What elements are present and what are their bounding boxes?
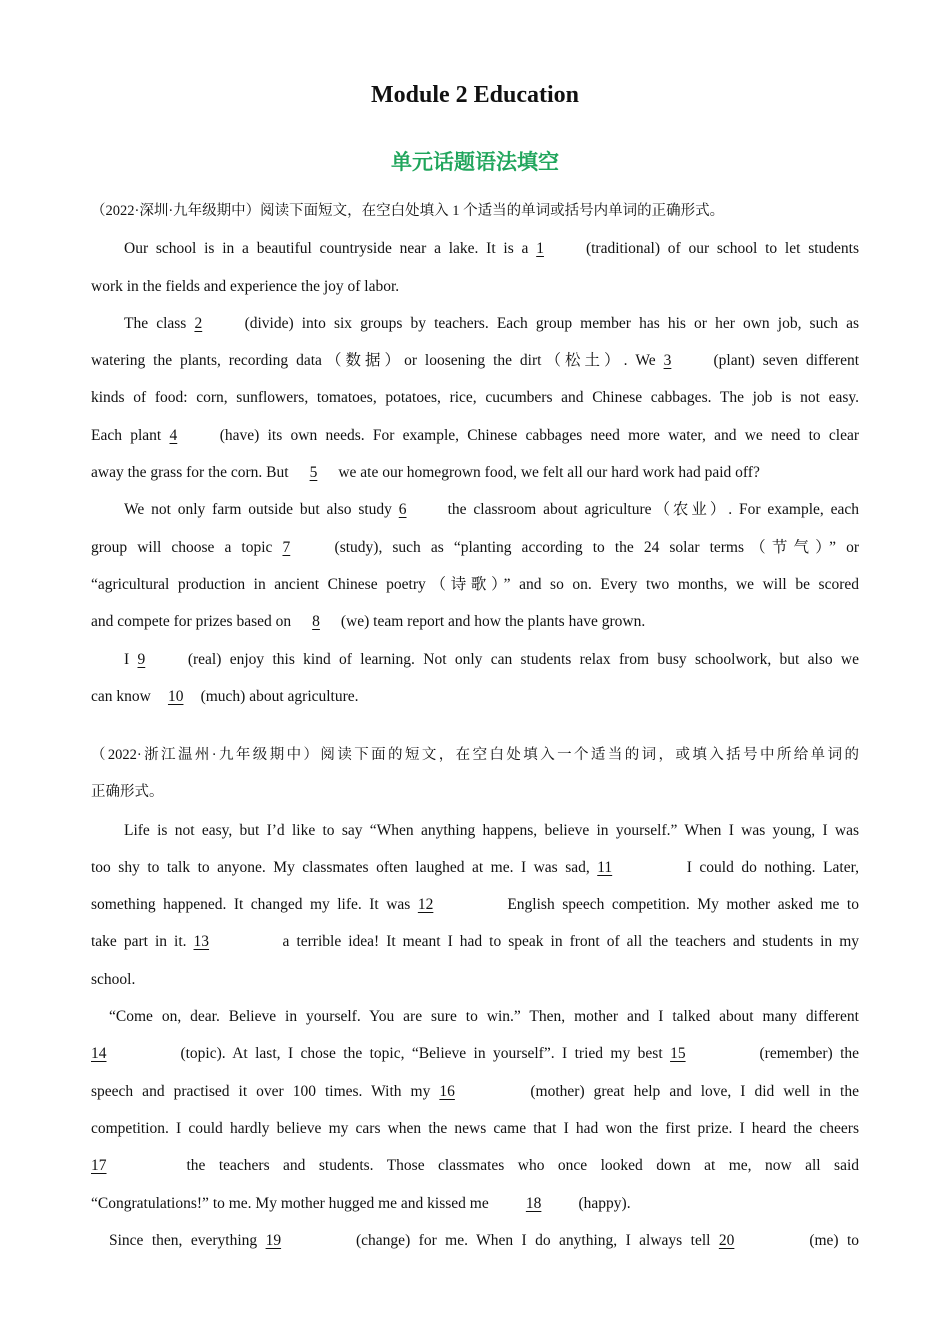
blank-16[interactable]: 16 bbox=[439, 1082, 455, 1100]
text-line: too shy to talk to anyone. My classmates often laughed at me. I was sad, 11 I could do nothing. Later, bbox=[91, 849, 859, 886]
text-line: away the grass for the corn. But 5 we ate our homegrown food, we felt all our hard work had paid off? bbox=[91, 454, 859, 491]
blank-14[interactable]: 14 bbox=[91, 1045, 107, 1063]
blank-18[interactable]: 18 bbox=[525, 1194, 542, 1212]
text-line: “Come on, dear. Believe in yourself. You are sure to win.” Then, mother and I talked about many different bbox=[109, 1008, 859, 1026]
text-line: group will choose a topic 7 (study), such as “planting according to the 24 solar terms（节气）” or bbox=[91, 529, 859, 566]
blank-5[interactable]: 5 bbox=[309, 464, 318, 482]
section-subtitle: 单元话题语法填空 bbox=[391, 150, 559, 174]
text-line: We not only farm outside but also study 6 the classroom about agriculture（农业）. For example, each bbox=[91, 491, 859, 528]
text-line: watering the plants, recording data（数据）or loosening the dirt（松土）. We 3 (plant) seven different bbox=[91, 342, 859, 379]
blank-20[interactable]: 20 bbox=[718, 1231, 735, 1249]
blank-8[interactable]: 8 bbox=[312, 613, 320, 631]
text-line: and compete for prizes based on 8 (we) team report and how the plants have grown. bbox=[91, 603, 859, 640]
blank-11[interactable]: 11 bbox=[597, 858, 613, 876]
blank-19[interactable]: 19 bbox=[265, 1231, 282, 1249]
passage-2-instructions: （2022·浙江温州·九年级期中）阅读下面的短文，在空白处填入一个适当的词，或填入括号中所给单词的 bbox=[91, 747, 859, 763]
text-line: Each plant 4 (have) its own needs. For example, Chinese cabbages need more water, and we need to clear bbox=[91, 417, 859, 454]
text-line: school. bbox=[91, 970, 136, 988]
text-line: Since then, everything 19 (change) for me. When I do anything, I always tell 20 (me) to bbox=[91, 1222, 859, 1259]
text-line: Our school is in a beautiful countryside near a lake. It is a 1 (traditional) of our school to let students bbox=[91, 230, 859, 267]
blank-6[interactable]: 6 bbox=[398, 501, 407, 519]
passage-2-instructions-cont: 正确形式。 bbox=[91, 784, 164, 801]
blank-3[interactable]: 3 bbox=[663, 352, 672, 370]
passage-2 bbox=[91, 737, 859, 1259]
text-line: 14 (topic). At last, I chose the topic, “Believe in yourself”. I tried my best 15 (remember) the bbox=[91, 1035, 859, 1072]
page-title: Module 2 Education bbox=[370, 82, 580, 108]
text-line: competition. I could hardly believe my cars when the news came that I had won the first prize. I heard the cheers bbox=[91, 1119, 859, 1137]
blank-7[interactable]: 7 bbox=[282, 538, 291, 556]
text-line: “agricultural production in ancient Chinese poetry（诗歌）” and so on. Every two months, we will be scored bbox=[91, 575, 859, 593]
text-line: 17 the teachers and students. Those classmates who once looked down at me, now all said bbox=[91, 1147, 859, 1184]
blank-15[interactable]: 15 bbox=[670, 1045, 686, 1063]
blank-12[interactable]: 12 bbox=[417, 896, 434, 914]
blank-9[interactable]: 9 bbox=[137, 650, 146, 668]
blank-1[interactable]: 1 bbox=[536, 240, 544, 258]
text-line: kinds of food: corn, sunflowers, tomatoes, potatoes, rice, cucumbers and Chinese cabbages. The job is not easy. bbox=[91, 389, 859, 407]
text-line: “Congratulations!” to me. My mother hugged me and kissed me 18 (happy). bbox=[91, 1185, 859, 1222]
passage-1 bbox=[91, 193, 859, 715]
text-line: The class 2 (divide) into six groups by teachers. Each group member has his or her own job, such as bbox=[91, 305, 859, 342]
passage-1-instructions: （2022·深圳·九年级期中）阅读下面短文，在空白处填入 1 个适当的单词或括号内单词的正确形式。 bbox=[91, 203, 725, 219]
text-line: can know 10 (much) about agriculture. bbox=[91, 678, 859, 715]
text-line: Life is not easy, but I’d like to say “When anything happens, believe in yourself.” When I was young, I was bbox=[124, 821, 859, 839]
text-line: something happened. It changed my life. It was 12 English speech competition. My mother asked me to bbox=[91, 886, 859, 923]
blank-10[interactable]: 10 bbox=[167, 687, 184, 705]
blank-13[interactable]: 13 bbox=[193, 933, 210, 951]
text-line: speech and practised it over 100 times. With my 16 (mother) great help and love, I did well in the bbox=[91, 1073, 859, 1110]
blank-17[interactable]: 17 bbox=[91, 1157, 107, 1175]
text-line: I 9 (real) enjoy this kind of learning. Not only can students relax from busy schoolwork, but also we bbox=[91, 641, 859, 678]
text-line: take part in it. 13 a terrible idea! It meant I had to speak in front of all the teachers and students in my bbox=[91, 923, 859, 960]
text-line: work in the fields and experience the joy of labor. bbox=[91, 277, 400, 295]
blank-2[interactable]: 2 bbox=[194, 314, 203, 332]
blank-4[interactable]: 4 bbox=[169, 426, 178, 444]
